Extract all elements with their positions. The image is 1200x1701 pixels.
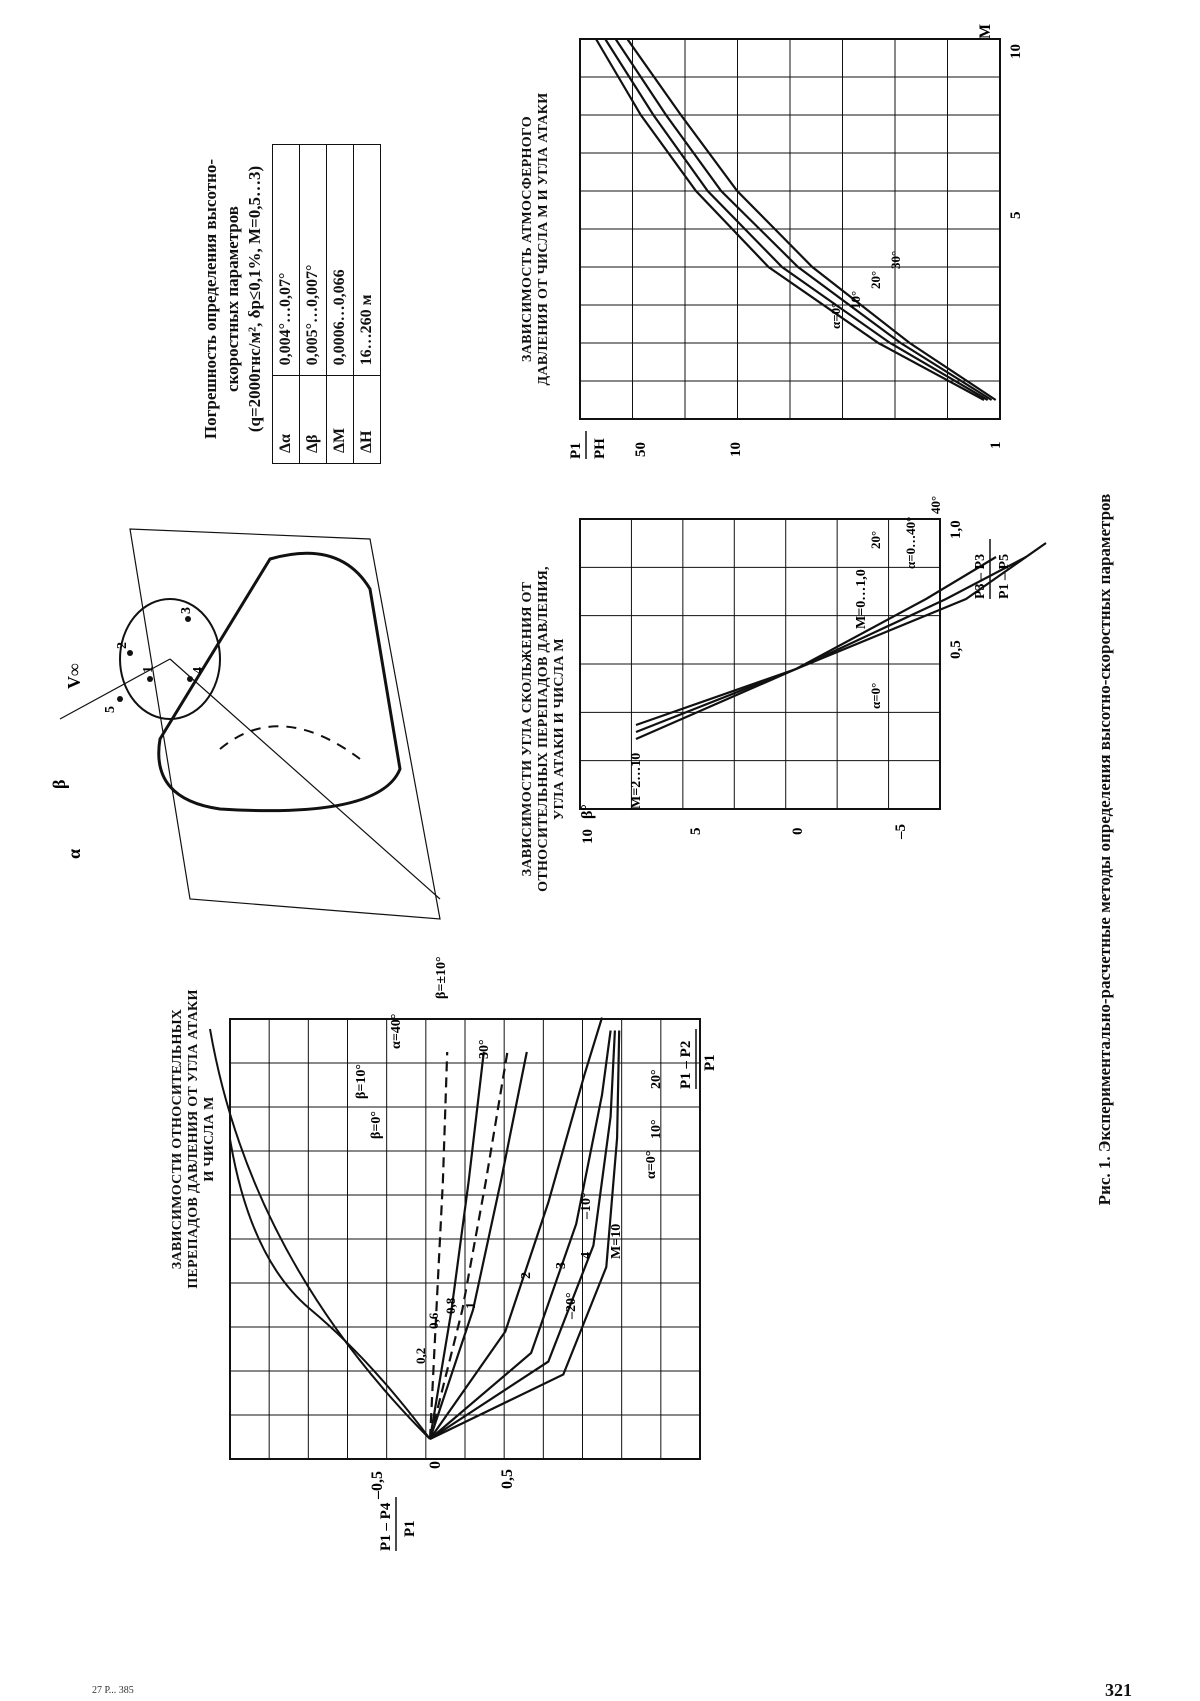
mid-label-mrange: M=2…10 <box>629 752 644 809</box>
cone-port-5 <box>117 696 123 702</box>
cone-label-2: 2 <box>115 642 130 649</box>
cone-port-2 <box>127 650 133 656</box>
left-ylabel-den: P1 <box>402 1520 418 1537</box>
label-am10: –10° <box>579 1192 594 1219</box>
mid-label-mrange2: M=0…1,0 <box>854 569 869 629</box>
right-series-a20: 20° <box>868 270 883 289</box>
label-m10: M=10 <box>609 1223 624 1259</box>
error-title-line-2: скоростных параметров <box>223 206 242 392</box>
error-title-line-3: (q=2000гнс/м², δp≤0,1%, М=0,5…3) <box>245 165 264 433</box>
table-row <box>327 145 354 464</box>
left-xlabel-den: P1 <box>702 1054 718 1071</box>
left-title-line-2: ПЕРЕПАДОВ ДАВЛЕНИЯ ОТ УГЛА АТАКИ <box>186 989 201 1289</box>
right-title-line-1: ЗАВИСИМОСТЬ АТМОСФЕРНОГО <box>520 116 535 362</box>
right-xtick-10: 10 <box>1008 44 1024 59</box>
mid-ytick-10: 10 <box>580 829 596 844</box>
left-ytick-0: 0 <box>427 1461 444 1469</box>
param-cell: ΔН <box>354 376 381 464</box>
mid-chart-panel <box>520 489 1040 959</box>
cone-velocity-label: V∞ <box>64 663 84 689</box>
right-series-a0: α=0° <box>828 302 843 329</box>
left-ytick-05: 0,5 <box>499 1469 516 1489</box>
left-chart-grid <box>230 1019 700 1459</box>
mid-ytick-m5: –5 <box>893 824 909 839</box>
right-ylabel-num: P1 <box>568 442 584 459</box>
label-b0: β=0° <box>369 1111 384 1139</box>
table-row <box>300 145 327 464</box>
right-ytick-1: 1 <box>988 441 1004 449</box>
table-row <box>273 145 300 464</box>
left-series-line <box>430 1052 484 1439</box>
param-cell: Δα <box>273 376 300 464</box>
table-row <box>354 145 381 464</box>
right-ytick-50: 50 <box>633 442 649 457</box>
cone-hidden-edge <box>220 726 360 759</box>
cone-label-4: 4 <box>191 667 206 674</box>
label-bpm10: β=±10° <box>434 956 449 999</box>
right-series-a10: 10° <box>848 290 863 309</box>
mid-xtick-05: 0,5 <box>948 640 964 659</box>
label-m3: 3 <box>554 1262 569 1269</box>
mid-label-a0-40: α=0…40° <box>903 516 918 569</box>
left-title-line-3: И ЧИСЛА М <box>202 1096 217 1182</box>
param-cell: Δβ <box>300 376 327 464</box>
cone-diagram-panel <box>40 499 510 959</box>
mid-ytick-0: 0 <box>790 827 806 835</box>
mid-ytick-5: 5 <box>688 827 704 835</box>
cone-port-4 <box>187 676 193 682</box>
left-series-line <box>430 1031 615 1440</box>
left-series-line <box>430 1018 602 1439</box>
left-chart-svg <box>170 956 740 1559</box>
mid-series-line <box>636 557 996 725</box>
mid-xlabel-num: P3 – P3 <box>973 553 988 599</box>
figure-caption: Рис. 1. Экспериментально-расчетные методы определения высотно-скоростных параметров <box>1095 493 1114 1206</box>
mid-chart-svg <box>520 489 1040 959</box>
mid-xlabel-den: P1 – P5 <box>997 553 1012 599</box>
cone-body <box>159 553 400 810</box>
cone-axis-line <box>170 659 440 899</box>
mid-series-line <box>636 557 1026 732</box>
right-series-a30: 30° <box>888 250 903 269</box>
right-xlabel: M <box>977 23 994 39</box>
cone-label-3: 3 <box>179 607 194 614</box>
right-chart-curves <box>596 39 996 400</box>
error-table-title <box>200 134 266 464</box>
mid-title-line-1: ЗАВИСИМОСТИ УГЛА СКОЛЬЖЕНИЯ ОТ <box>520 581 535 877</box>
value-cell: 0,004°…0,07° <box>273 145 300 376</box>
param-cell: ΔМ <box>327 376 354 464</box>
cone-label-5: 5 <box>103 706 118 713</box>
mid-title-line-2: ОТНОСИТЕЛЬНЫХ ПЕРЕПАДОВ ДАВЛЕНИЯ, <box>536 566 551 892</box>
label-a10: 10° <box>649 1119 664 1139</box>
right-ylabel-den: PH <box>592 438 608 459</box>
cone-beta-label: β <box>49 779 69 789</box>
label-m1: 1 <box>464 1302 479 1309</box>
right-title-line-2: ДАВЛЕНИЯ ОТ ЧИСЛА М И УГЛА АТАКИ <box>536 92 551 386</box>
mid-xtick-10: 1,0 <box>948 520 964 539</box>
value-cell: 0,005°…0,007° <box>300 145 327 376</box>
cone-diagram-svg <box>40 499 510 959</box>
label-m08: 0,8 <box>443 1297 458 1314</box>
cone-alpha-label: α <box>64 848 84 859</box>
label-a0: α=0° <box>644 1150 659 1179</box>
right-series-line <box>605 39 988 400</box>
cone-port-3 <box>185 616 191 622</box>
mid-label-a20: 20° <box>868 530 883 549</box>
left-title-line-1: ЗАВИСИМОСТИ ОТНОСИТЕЛЬНЫХ <box>170 1008 185 1270</box>
left-alpha40-curve <box>210 1029 430 1439</box>
label-b10: β=10° <box>354 1064 369 1099</box>
left-ytick-m05: –0,5 <box>369 1471 386 1499</box>
error-table <box>272 144 381 464</box>
left-series-line <box>430 1052 507 1439</box>
mid-label-a0: α=0° <box>868 682 883 709</box>
label-a20: 20° <box>649 1069 664 1089</box>
value-cell: 0,0006…0,066 <box>327 145 354 376</box>
left-beta-curve <box>230 1139 430 1439</box>
left-chart-panel <box>170 956 740 1559</box>
mid-ylabel: β° <box>579 804 596 819</box>
right-chart-panel <box>520 19 1040 459</box>
left-chart-curves <box>210 1018 619 1439</box>
label-m4: 4 <box>579 1252 594 1259</box>
mid-label-a40: 40° <box>928 495 943 514</box>
label-m2: 2 <box>519 1272 534 1279</box>
left-series-line <box>430 1031 611 1440</box>
label-a30: 30° <box>477 1039 492 1059</box>
error-table-panel <box>200 134 390 464</box>
right-ytick-10: 10 <box>728 442 744 457</box>
label-m02: 0,2 <box>413 1347 428 1364</box>
right-series-line <box>616 39 992 400</box>
value-cell: 16…260 м <box>354 145 381 376</box>
mid-title-line-3: УГЛА АТАКИ И ЧИСЛА М <box>552 638 567 820</box>
label-m06: 0,6 <box>426 1312 441 1329</box>
right-series-line <box>627 39 995 400</box>
page-number: 321 <box>1105 1680 1132 1700</box>
right-xtick-5: 5 <box>1008 211 1024 219</box>
left-ylabel-num: P1 – P4 <box>378 1502 394 1551</box>
footer-mark: 27 Р... 385 <box>92 1685 134 1696</box>
right-chart-svg <box>520 19 1040 459</box>
cone-label-1: 1 <box>141 666 156 673</box>
left-xlabel-num: P1 – P2 <box>678 1040 694 1089</box>
label-am20: –20° <box>564 1292 579 1319</box>
error-title-line-1: Погрешность определения высотно- <box>201 158 220 440</box>
cone-port-1 <box>147 676 153 682</box>
label-a40: α=40° <box>389 1013 404 1049</box>
